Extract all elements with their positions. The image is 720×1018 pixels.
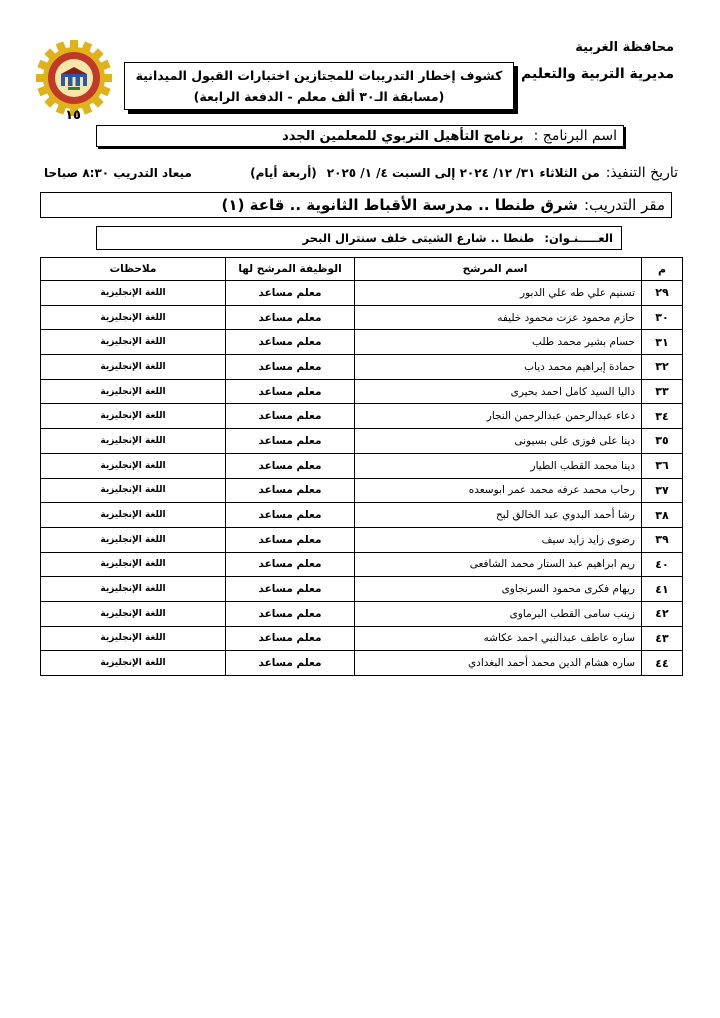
row-num: ٤٤ — [642, 651, 683, 676]
candidate-notes: اللغة الإنجليزية — [41, 305, 226, 330]
candidate-job: معلم مساعد — [226, 478, 355, 503]
candidate-name: حازم محمود عزت محمود خليفه — [355, 305, 642, 330]
candidate-name: حمادة إبراهيم محمد دياب — [355, 355, 642, 380]
row-num: ٣١ — [642, 330, 683, 355]
row-num: ٣٦ — [642, 453, 683, 478]
venue-value: شرق طنطا .. مدرسة الأقباط الثانوية .. قاعة (١) — [221, 196, 578, 214]
candidate-notes: اللغة الإنجليزية — [41, 453, 226, 478]
candidate-job: معلم مساعد — [226, 651, 355, 676]
candidate-name: زينب سامى القطب البرماوى — [355, 601, 642, 626]
candidate-job: معلم مساعد — [226, 577, 355, 602]
candidate-notes: اللغة الإنجليزية — [41, 626, 226, 651]
table-row — [41, 527, 683, 552]
candidate-name: رحاب محمد عرفه محمد عمر ابوسعده — [355, 478, 642, 503]
table-row — [41, 281, 683, 306]
candidate-notes: اللغة الإنجليزية — [41, 478, 226, 503]
row-num: ٤٢ — [642, 601, 683, 626]
header-num: م — [642, 258, 683, 281]
candidate-name: دينا محمد القطب الطيار — [355, 453, 642, 478]
candidate-notes: اللغة الإنجليزية — [41, 527, 226, 552]
row-num: ٣٧ — [642, 478, 683, 503]
candidate-job: معلم مساعد — [226, 453, 355, 478]
table-body — [41, 281, 683, 676]
candidate-name: ريم ابراهيم عبد الستار محمد الشافعى — [355, 552, 642, 577]
candidate-job: معلم مساعد — [226, 552, 355, 577]
candidate-name: رضوى زايد زايد سيف — [355, 527, 642, 552]
directorate-logo — [34, 38, 114, 118]
candidate-job: معلم مساعد — [226, 601, 355, 626]
table-row — [41, 601, 683, 626]
table-row — [41, 453, 683, 478]
candidate-job: معلم مساعد — [226, 503, 355, 528]
directorate-name: مديرية التربية والتعليم — [521, 66, 674, 82]
table-row — [41, 577, 683, 602]
candidate-notes: اللغة الإنجليزية — [41, 355, 226, 380]
candidate-job: معلم مساعد — [226, 305, 355, 330]
row-num: ٣٣ — [642, 379, 683, 404]
candidate-job: معلم مساعد — [226, 355, 355, 380]
candidate-name: رشا أحمد البدوي عبد الخالق لبح — [355, 503, 642, 528]
venue-label: مقر التدريب: — [583, 196, 665, 214]
candidate-name: ساره عاطف عبدالنبي احمد عكاشه — [355, 626, 642, 651]
table-row — [41, 330, 683, 355]
candidate-name: ساره هشام الدين محمد أحمد البغدادي — [355, 651, 642, 676]
address-box — [96, 226, 622, 250]
document-title-box — [124, 62, 514, 110]
page-number: ١٥ — [65, 108, 81, 123]
candidate-notes: اللغة الإنجليزية — [41, 379, 226, 404]
row-num: ٤١ — [642, 577, 683, 602]
document-title: كشوف إخطار التدريبات للمجتازين اختبارات القبول الميدانية — [135, 68, 503, 83]
program-box — [96, 125, 624, 147]
table-row — [41, 552, 683, 577]
table-header-row — [41, 258, 683, 281]
candidates-table — [40, 257, 683, 676]
table-row — [41, 429, 683, 454]
address-value: طنطا .. شارع الشيتى خلف سنترال البحر — [302, 231, 535, 245]
training-time: ميعاد التدريب ٨:٣٠ صباحا — [44, 166, 192, 180]
row-num: ٣٩ — [642, 527, 683, 552]
header-name: اسم المرشح — [355, 258, 642, 281]
candidate-job: معلم مساعد — [226, 626, 355, 651]
dates-duration: (أربعة أيام) — [250, 166, 317, 180]
candidate-notes: اللغة الإنجليزية — [41, 503, 226, 528]
candidate-name: تسنيم علي طه علي الدبور — [355, 281, 642, 306]
candidate-name: ريهام فكرى محمود السرنجاوى — [355, 577, 642, 602]
row-num: ٣٠ — [642, 305, 683, 330]
document-subtitle: (مسابقة الـ٣٠ ألف معلم - الدفعة الرابعة) — [193, 89, 445, 104]
table-row — [41, 503, 683, 528]
program-label: اسم البرنامج : — [533, 128, 617, 144]
venue-box — [40, 192, 672, 218]
row-num: ٣٥ — [642, 429, 683, 454]
table-row — [41, 651, 683, 676]
row-num: ٣٢ — [642, 355, 683, 380]
header-job: الوظيفة المرشح لها — [226, 258, 355, 281]
candidate-name: دعاء عبدالرحمن عبدالرحمن النجار — [355, 404, 642, 429]
candidate-job: معلم مساعد — [226, 404, 355, 429]
candidate-job: معلم مساعد — [226, 527, 355, 552]
candidate-job: معلم مساعد — [226, 330, 355, 355]
row-num: ٤٣ — [642, 626, 683, 651]
dates-row — [44, 163, 678, 183]
table-row — [41, 478, 683, 503]
candidate-job: معلم مساعد — [226, 281, 355, 306]
row-num: ٣٤ — [642, 404, 683, 429]
table-row — [41, 305, 683, 330]
candidate-job: معلم مساعد — [226, 379, 355, 404]
candidate-name: داليا السيد كامل احمد بحيرى — [355, 379, 642, 404]
candidate-name: دينا على فوزى على بسيونى — [355, 429, 642, 454]
candidate-notes: اللغة الإنجليزية — [41, 651, 226, 676]
table-row — [41, 355, 683, 380]
gear-logo-icon — [34, 38, 114, 118]
candidate-notes: اللغة الإنجليزية — [41, 601, 226, 626]
candidate-notes: اللغة الإنجليزية — [41, 404, 226, 429]
table-row — [41, 626, 683, 651]
candidate-job: معلم مساعد — [226, 429, 355, 454]
row-num: ٣٨ — [642, 503, 683, 528]
row-num: ٤٠ — [642, 552, 683, 577]
candidate-notes: اللغة الإنجليزية — [41, 330, 226, 355]
row-num: ٢٩ — [642, 281, 683, 306]
candidate-notes: اللغة الإنجليزية — [41, 577, 226, 602]
candidate-notes: اللغة الإنجليزية — [41, 281, 226, 306]
candidate-notes: اللغة الإنجليزية — [41, 429, 226, 454]
header-notes: ملاحظات — [41, 258, 226, 281]
address-label: العـــــنـوان: — [544, 231, 613, 245]
dates-label: تاريخ التنفيذ: — [605, 165, 678, 181]
table-row — [41, 404, 683, 429]
candidate-name: حسام بشير محمد طلب — [355, 330, 642, 355]
candidate-notes: اللغة الإنجليزية — [41, 552, 226, 577]
dates-range: من الثلاثاء ٣١/ ١٢/ ٢٠٢٤ إلى السبت ٤/ ١/ ٢٠٢٥ — [326, 166, 600, 180]
governorate-name: محافظة الغربية — [575, 40, 674, 55]
table-row — [41, 379, 683, 404]
program-name: برنامج التأهيل التربوي للمعلمين الجدد — [282, 128, 524, 144]
